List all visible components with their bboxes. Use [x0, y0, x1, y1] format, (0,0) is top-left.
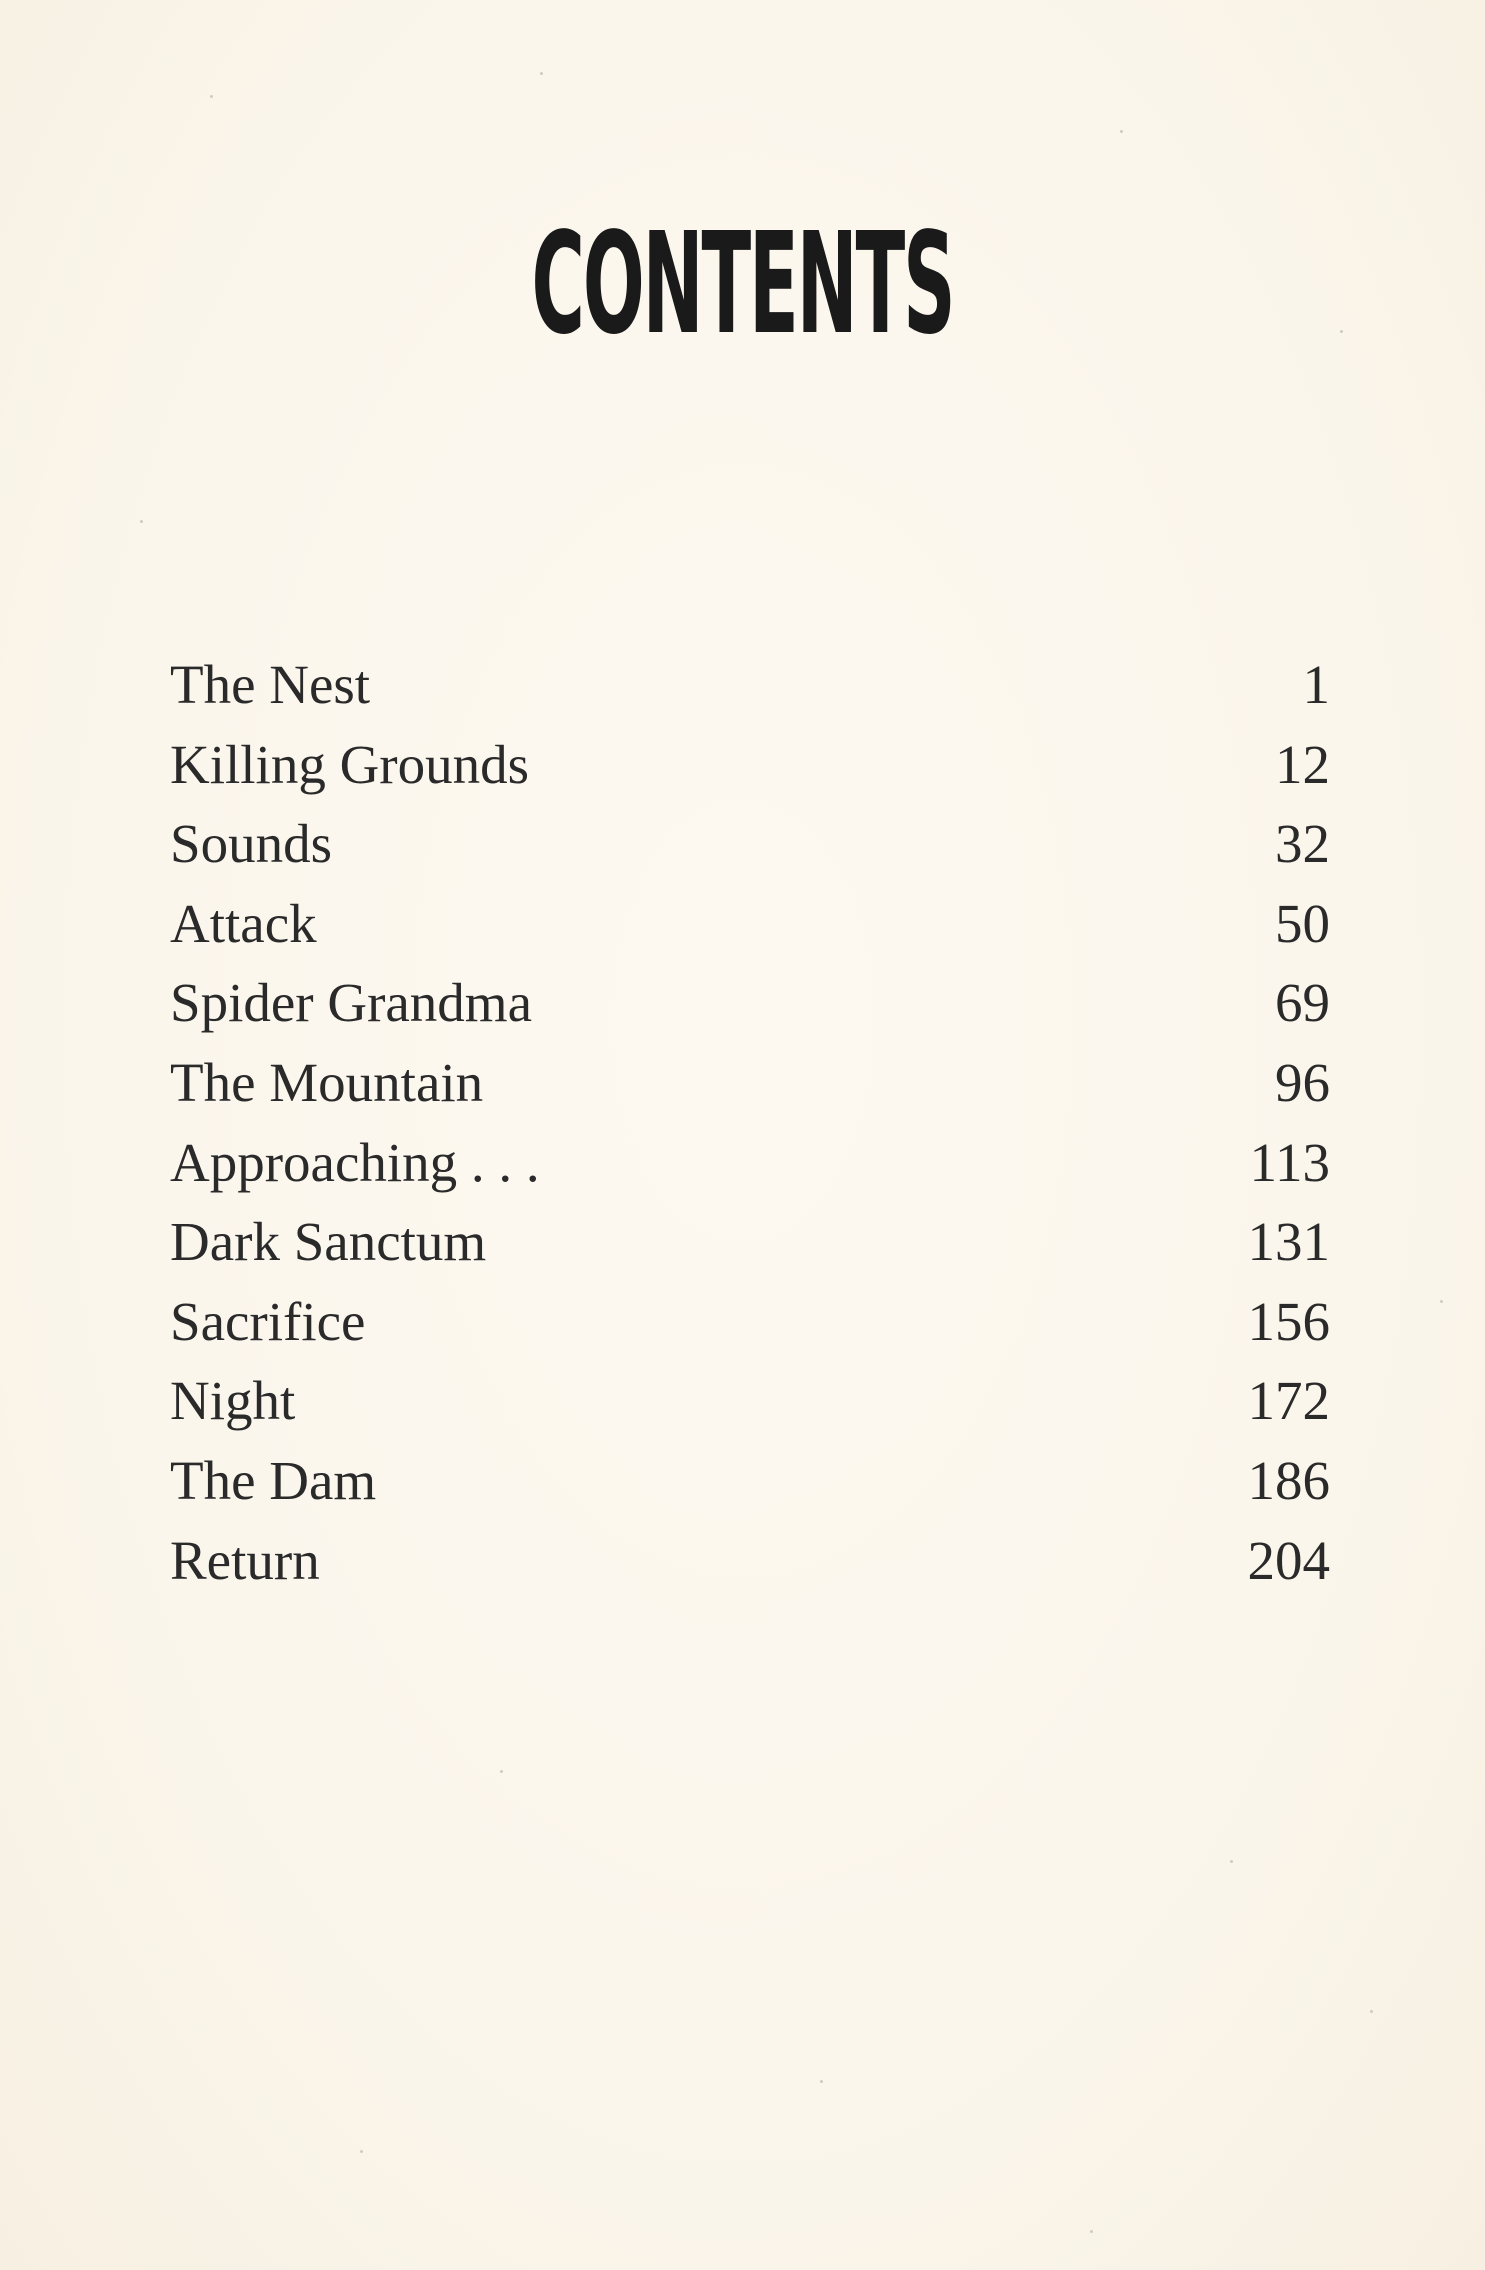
toc-entry-title: Attack: [170, 892, 317, 954]
paper-speck: [500, 1770, 503, 1773]
toc-entry: [170, 645, 1330, 725]
toc-entry-title: Spider Grandma: [170, 972, 532, 1034]
paper-speck: [1090, 2230, 1093, 2233]
paper-speck: [820, 2080, 823, 2083]
toc-entry: [170, 1202, 1330, 1282]
paper-speck: [1440, 1300, 1443, 1303]
toc-entry-page: 32: [1275, 813, 1330, 875]
paper-speck: [1230, 1860, 1233, 1863]
toc-entry-page: 50: [1275, 892, 1330, 954]
toc-entry-page: 186: [1247, 1449, 1330, 1511]
paper-speck: [1340, 330, 1343, 333]
table-of-contents: [170, 645, 1330, 1600]
toc-entry-title: Dark Sanctum: [170, 1211, 487, 1273]
toc-entry-title: Return: [170, 1529, 320, 1591]
toc-entry: [170, 1521, 1330, 1601]
paper-speck: [540, 72, 543, 75]
toc-entry-title: Approaching . . .: [170, 1131, 540, 1193]
contents-heading: CONTENTS: [531, 203, 954, 366]
toc-entry-page: 96: [1275, 1051, 1330, 1113]
toc-entry: [170, 1441, 1330, 1521]
toc-entry: [170, 963, 1330, 1043]
paper-speck: [210, 95, 213, 98]
toc-entry-title: Sounds: [170, 813, 332, 875]
toc-entry-page: 172: [1247, 1370, 1330, 1432]
toc-entry: [170, 1043, 1330, 1123]
toc-entry-page: 156: [1247, 1290, 1330, 1352]
paper-speck: [140, 520, 143, 523]
toc-entry-page: 131: [1247, 1211, 1330, 1273]
toc-entry-page: 69: [1275, 972, 1330, 1034]
toc-entry-page: 204: [1247, 1529, 1330, 1591]
toc-entry-page: 113: [1249, 1131, 1330, 1193]
paper-speck: [360, 2150, 363, 2153]
toc-entry-page: 12: [1275, 733, 1330, 795]
toc-entry: [170, 884, 1330, 964]
toc-entry-page: 1: [1302, 654, 1330, 715]
toc-entry-title: Killing Grounds: [170, 733, 530, 795]
toc-entry: [170, 1282, 1330, 1362]
toc-entry: [170, 1361, 1330, 1441]
toc-entry-title: Sacrifice: [170, 1290, 366, 1352]
toc-entry: [170, 804, 1330, 884]
toc-entry-title: Night: [170, 1370, 296, 1432]
toc-entry: [170, 1123, 1330, 1203]
toc-entry-title: The Mountain: [170, 1051, 484, 1113]
toc-entry-title: The Dam: [170, 1449, 377, 1511]
paper-speck: [1370, 2010, 1373, 2013]
toc-entry: [170, 725, 1330, 805]
paper-speck: [1120, 130, 1123, 133]
toc-entry-title: The Nest: [170, 654, 371, 715]
